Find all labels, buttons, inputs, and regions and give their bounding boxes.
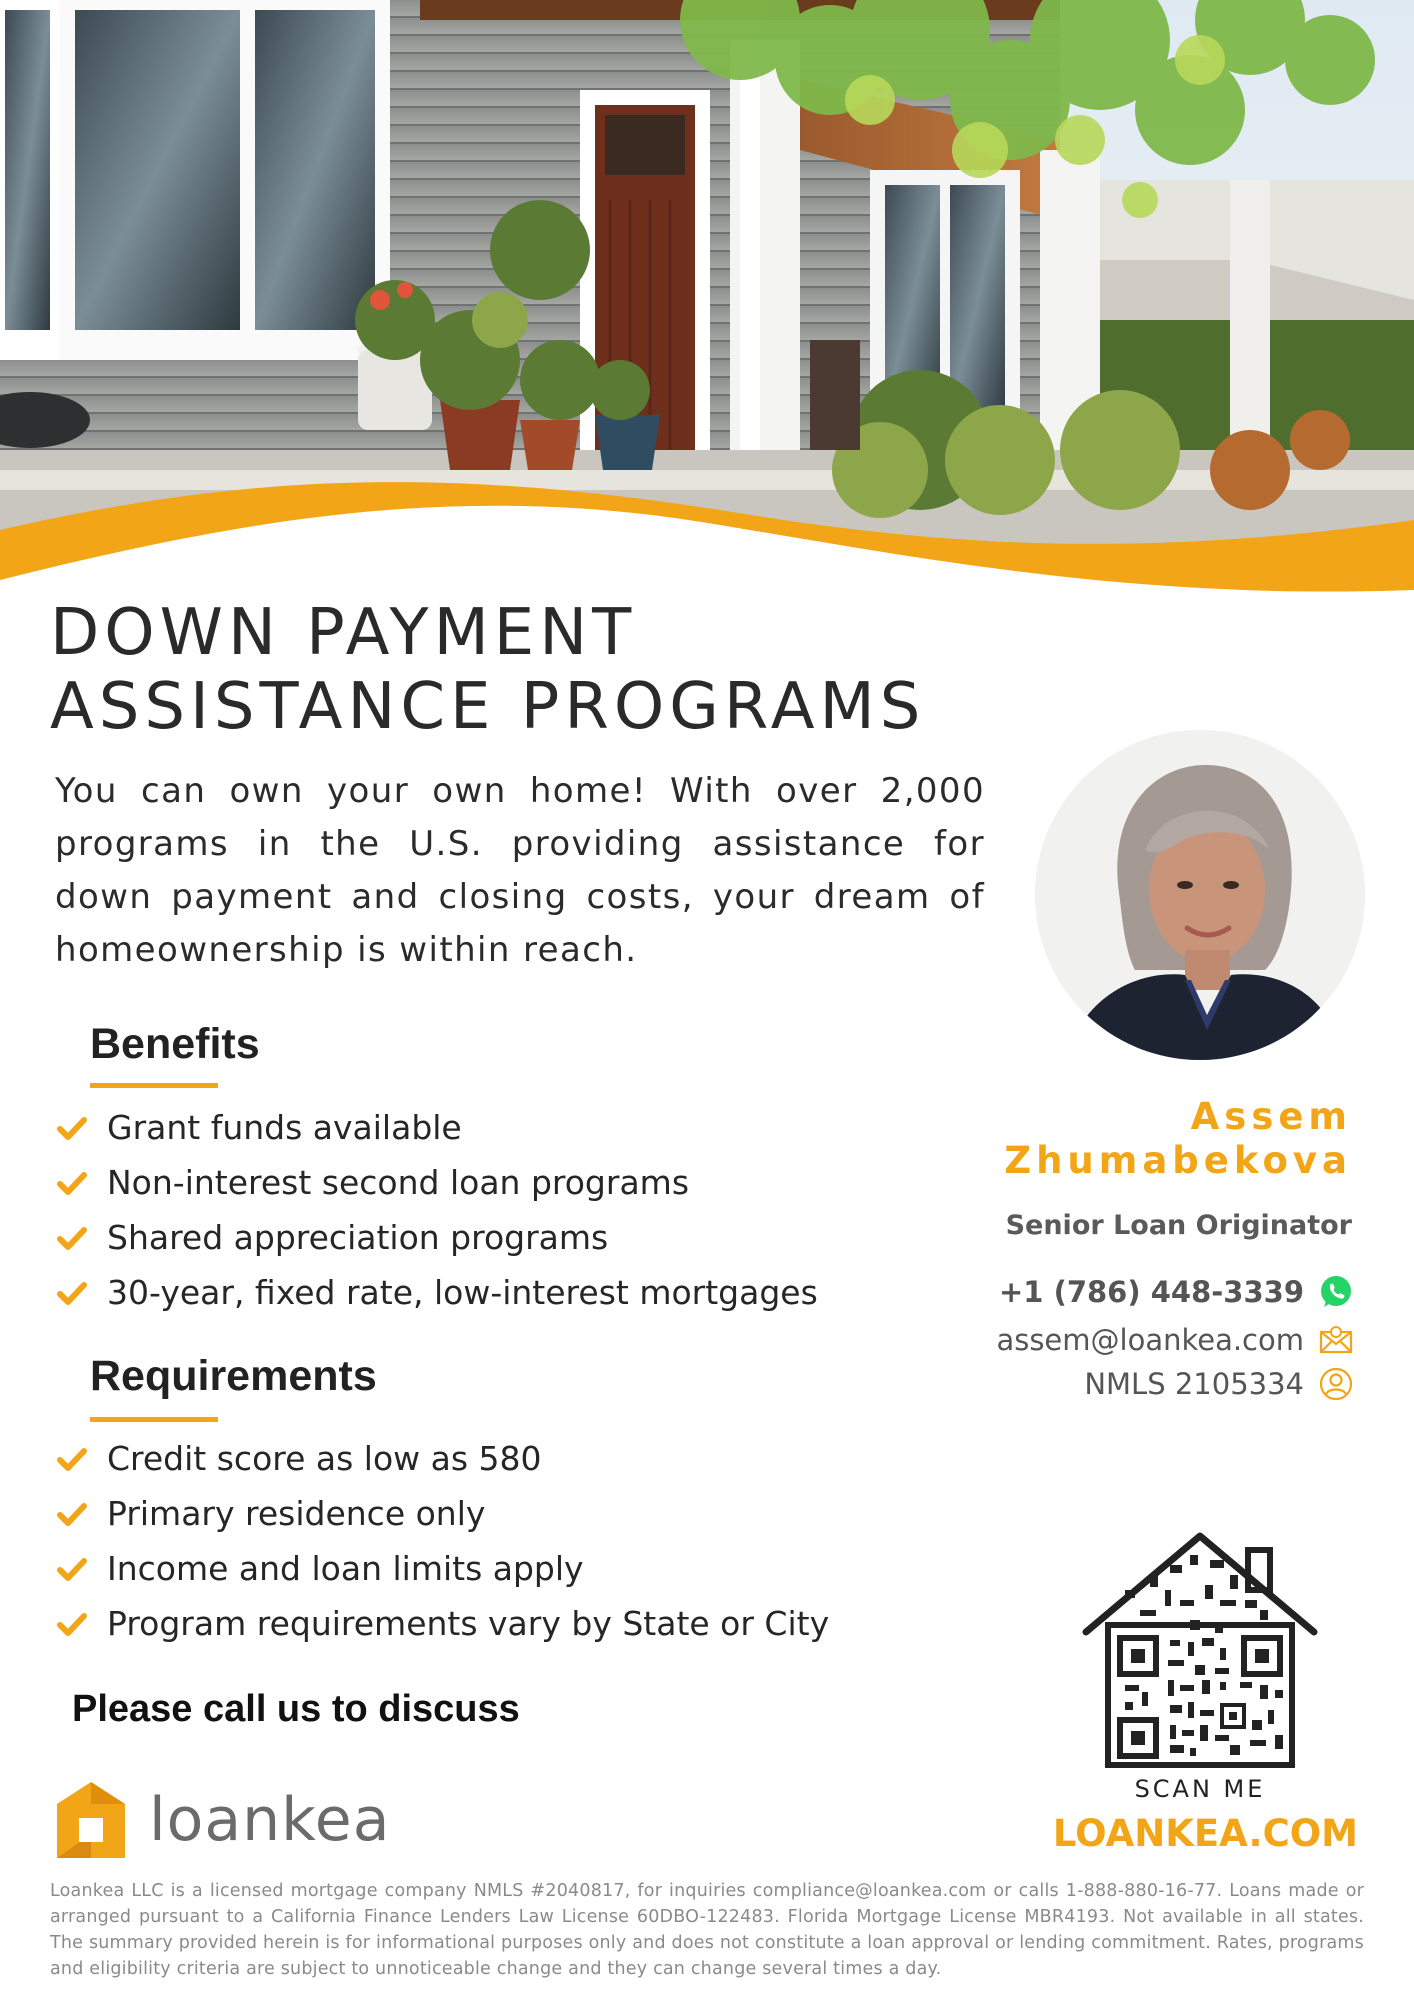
brand-name: loankea (149, 1785, 391, 1855)
whatsapp-icon (1318, 1274, 1354, 1310)
qr-code[interactable] (1080, 1530, 1320, 1770)
qr-caption: SCAN ME (1134, 1775, 1266, 1803)
contact-email[interactable] (996, 1322, 1354, 1358)
legal-disclaimer: Loankea LLC is a licensed mortgage company NMLS #2040817, for inquiries compliance@loankea.com or calls 1-888-880-16-77. Loans made or arranged pursuant to a California Finance Lenders Law License 60DBO-122483. Florida Mortgage License MBR4193. Not available in all states. The summary provided herein is for informational purposes only and does not constitute a loan approval or lending commitment. Rates, programs and eligibility criteria are subject to unnoticeable change and they can change several times a day. (50, 1881, 1364, 1979)
title-line-1: DOWN PAYMENT (50, 596, 637, 670)
requirement-text: Income and loan limits apply (107, 1549, 584, 1588)
nmls-number: NMLS 2105334 (1084, 1367, 1304, 1401)
requirement-text: Primary residence only (107, 1494, 486, 1533)
list-item (55, 1100, 818, 1155)
benefit-text: Non-interest second loan programs (107, 1163, 690, 1202)
list-item (55, 1265, 818, 1320)
loankea-logo-icon (55, 1780, 127, 1860)
benefit-text: Grant funds available (107, 1108, 462, 1147)
hero-house-photo (0, 0, 1414, 600)
benefits-list (55, 1100, 818, 1320)
intro-paragraph: You can own your own home! With over 2,000 programs in the U.S. providing assistance for down payment and closing costs, your dream of homeownership is within reach. (55, 771, 985, 970)
user-icon (1318, 1366, 1354, 1402)
list-item (55, 1210, 818, 1265)
email-address[interactable]: assem@loankea.com (996, 1323, 1304, 1357)
check-icon (55, 1166, 89, 1200)
check-icon (55, 1111, 89, 1145)
list-item (55, 1596, 829, 1651)
check-icon (55, 1552, 89, 1586)
requirements-list (55, 1431, 829, 1651)
list-item (55, 1541, 829, 1596)
list-item (55, 1486, 829, 1541)
agent-last-name: Zhumabekova (1004, 1139, 1352, 1182)
requirements-heading: Requirements (90, 1352, 377, 1400)
website-link[interactable]: LOANKEA.COM (1052, 1812, 1358, 1855)
envelope-icon (1318, 1322, 1354, 1358)
benefits-heading: Benefits (90, 1020, 260, 1068)
list-item (55, 1431, 829, 1486)
brand-logo (55, 1780, 390, 1860)
requirement-text: Program requirements vary by State or City (107, 1604, 830, 1643)
call-to-action: Please call us to discuss (72, 1688, 520, 1730)
benefit-text: 30-year, fixed rate, low-interest mortgages (107, 1273, 818, 1312)
check-icon (55, 1607, 89, 1641)
agent-first-name: Assem (1190, 1095, 1352, 1138)
requirements-underline (90, 1417, 218, 1422)
title-line-2: ASSISTANCE PROGRAMS (50, 670, 926, 744)
list-item (55, 1155, 818, 1210)
phone-number[interactable]: +1 (786) 448-3339 (999, 1275, 1304, 1309)
benefit-text: Shared appreciation programs (107, 1218, 609, 1257)
contact-phone[interactable] (999, 1274, 1354, 1310)
benefits-underline (90, 1083, 218, 1088)
check-icon (55, 1221, 89, 1255)
check-icon (55, 1497, 89, 1531)
page-title (50, 596, 1050, 744)
check-icon (55, 1276, 89, 1310)
check-icon (55, 1442, 89, 1476)
requirement-text: Credit score as low as 580 (107, 1439, 542, 1478)
agent-role: Senior Loan Originator (1005, 1210, 1352, 1241)
agent-photo (1035, 730, 1365, 1060)
contact-nmls (1084, 1366, 1354, 1402)
agent-name (932, 1095, 1352, 1183)
